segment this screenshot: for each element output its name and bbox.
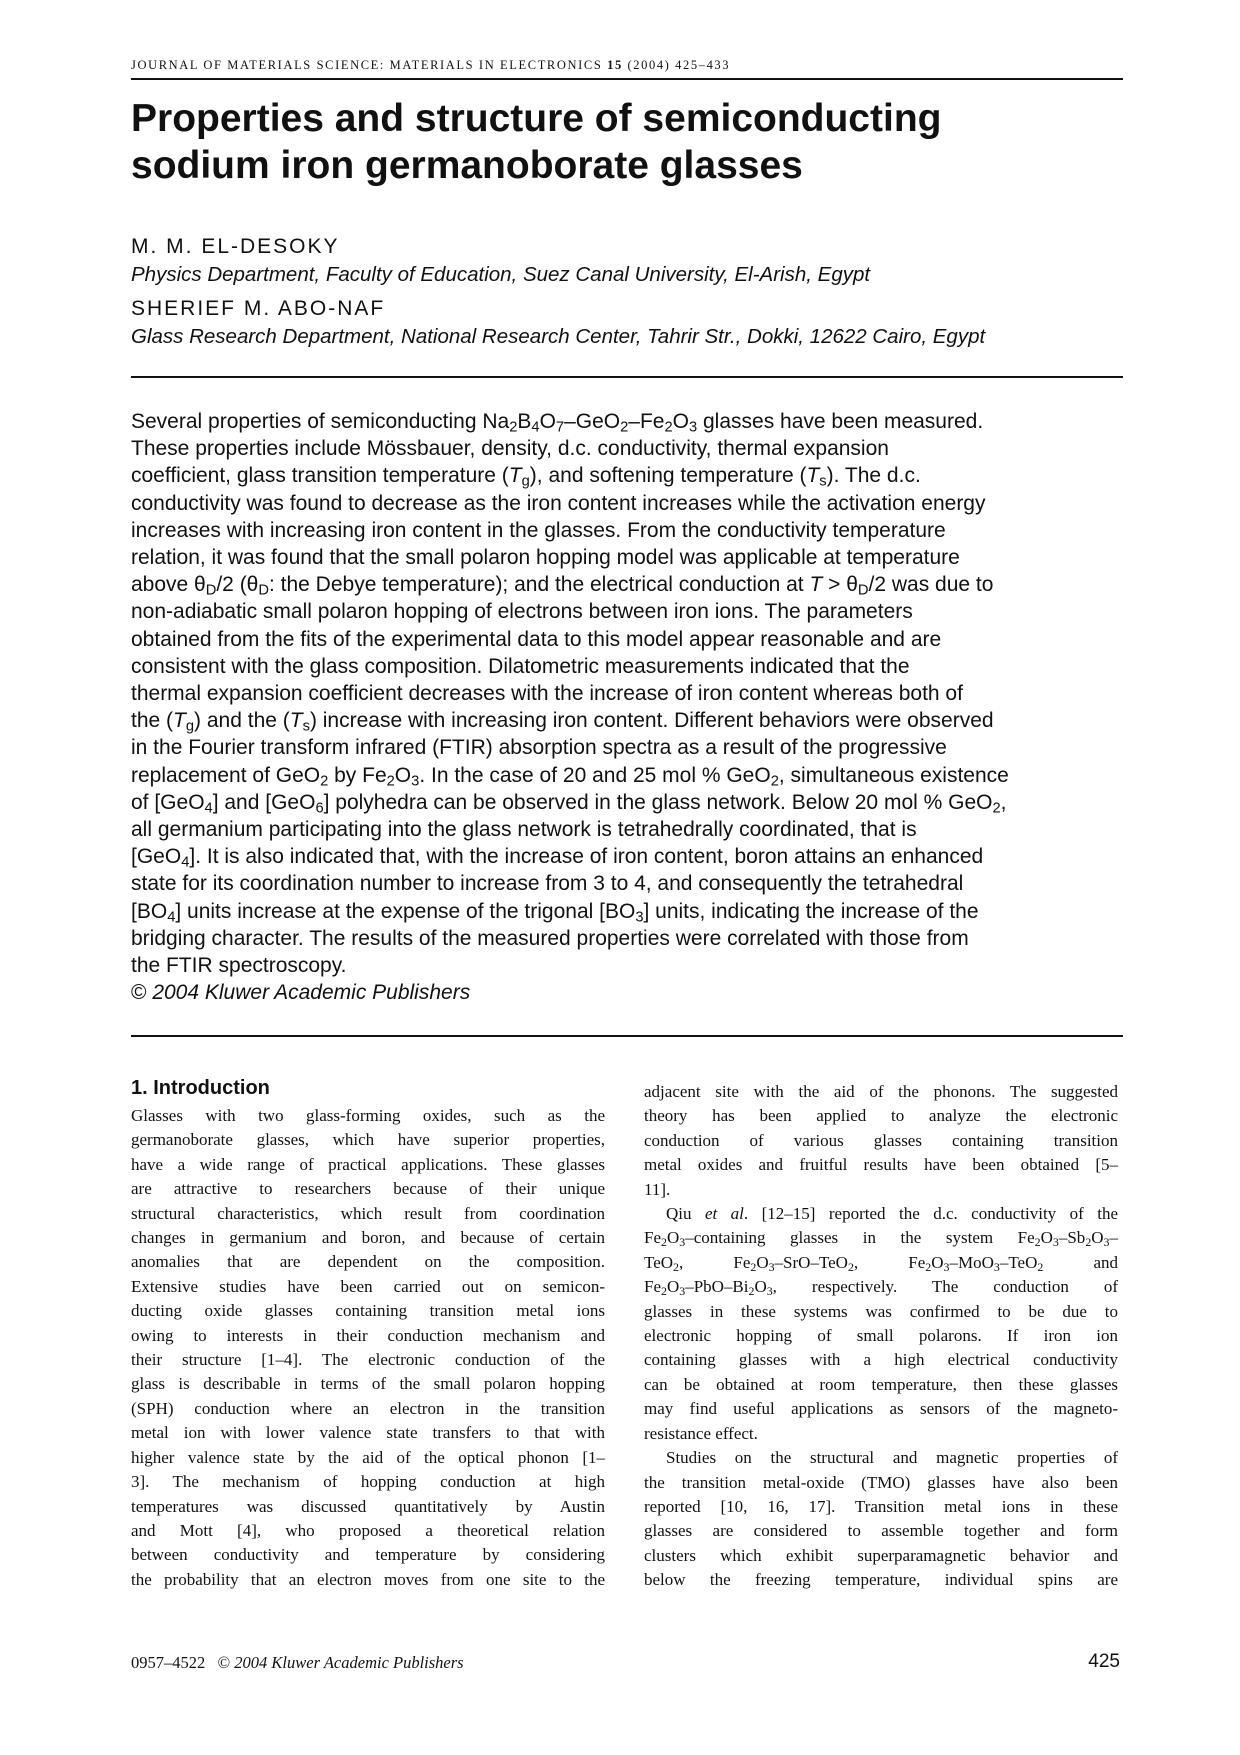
text-line: may find useful applications as sensors of the magneto- — [644, 1399, 1118, 1419]
authors-rule — [131, 376, 1123, 378]
abstract-rule — [131, 1035, 1123, 1037]
text-line: clusters which exhibit superparamagnetic behavior and — [644, 1545, 1118, 1565]
text-line: can be obtained at room temperature, then these glasses — [644, 1374, 1118, 1394]
right-column — [644, 1080, 1118, 1593]
text-line: 11]. — [644, 1179, 671, 1199]
text-line: owing to interests in their conduction mechanism and — [131, 1325, 605, 1345]
text-line: resistance effect. — [644, 1423, 758, 1443]
title-line-2: sodium iron germanoborate glasses — [131, 144, 803, 187]
abstract-line: [GeO$_4$]. It is also indicated that, with the increase of iron content, boron attains an enhanced — [131, 845, 984, 871]
text-line: (SPH) conduction where an electron in the transition — [131, 1398, 605, 1418]
text-line: Glasses with two glass-forming oxides, such as the — [131, 1106, 605, 1125]
author-2-affiliation: Glass Research Department, National Research Center, Tahrir Str., Dokki, 12622 Cairo, Egypt — [131, 325, 986, 348]
text-line: the transition metal-oxide (TMO) glasses have also been — [644, 1472, 1118, 1492]
text-line: below the freezing temperature, individual spins are — [644, 1570, 1118, 1590]
abstract-line: in the Fourier transform infrared (FTIR) absorption spectra as a result of the progressive — [131, 736, 947, 760]
abstract-line: obtained from the fits of the experimental data to this model appear reasonable and are — [131, 627, 942, 651]
journal-header-prefix: JOURNAL OF MATERIALS SCIENCE: MATERIALS IN ELECTRONICS — [131, 58, 608, 72]
text-line: their structure [1–4]. The electronic conduction of the — [131, 1350, 605, 1370]
journal-header-suffix: (2004) 425–433 — [622, 58, 731, 72]
text-line: the probability that an electron moves from one site to the — [131, 1569, 605, 1589]
abstract — [131, 408, 1125, 1006]
footer-issn: 0957–4522 © 2004 Kluwer Academic Publishers — [131, 1653, 464, 1672]
abstract-line: of [GeO$_4$] and [GeO$_6$] polyhedra can be observed in the glass network. Below 20 mol % GeO$_2$, — [131, 790, 1007, 817]
abstract-line: the FTIR spectroscopy. — [131, 954, 347, 978]
abstract-line: $[BO_4]$ units increase at the expense of the trigonal $[BO_3]$ units, indicating the increase of the — [131, 899, 979, 926]
abstract-line: above $\theta_D/2$ ($\theta_D$: the Debye temperature); and the electrical conduction at $T > \theta_D/2$ was due to — [131, 573, 994, 599]
text-line: Extensive studies have been carried out on semicon- — [131, 1276, 605, 1296]
text-line: Studies on the structural and magnetic properties of — [666, 1448, 1118, 1468]
text-line: conduction of various glasses containing transition — [644, 1130, 1118, 1150]
author-2-name: SHERIEF M. ABO-NAF — [131, 297, 386, 320]
text-line: higher valence state by the aid of the optical phonon [1– — [131, 1447, 605, 1467]
right-paragraph-3 — [644, 1446, 1118, 1592]
text-line: Qiu et al. [12–15] reported the d.c. conductivity of the — [666, 1204, 1119, 1224]
section-heading: 1. Introduction — [131, 1077, 270, 1099]
text-line: reported [10, 16, 17]. Transition metal ions in these — [644, 1496, 1118, 1516]
text-line: have a wide range of practical applications. These glasses — [131, 1154, 605, 1174]
abstract-copyright: © 2004 Kluwer Academic Publishers — [131, 981, 471, 1005]
text-line: electronic hopping of small polarons. If iron ion — [644, 1326, 1118, 1346]
abstract-line: increases with increasing iron content in the glasses. From the conductivity temperature — [131, 518, 946, 542]
text-line: and Mott [4], who proposed a theoretical relation — [131, 1520, 605, 1540]
text-line: $Fe_2O_3$–containing glasses in the system $Fe_2O_3-Sb_2O_3-$ — [644, 1228, 1118, 1250]
text-line: ducting oxide glasses containing transition metal ions — [131, 1301, 605, 1321]
abstract-line: bridging character. The results of the measured properties were correlated with those from — [131, 926, 969, 950]
text-line: between conductivity and temperature by considering — [131, 1545, 605, 1565]
text-line: $Fe_2O_3-PbO-Bi_2O_3$, respectively. The conduction of — [644, 1277, 1118, 1299]
author-1-name: M. M. EL-DESOKY — [131, 235, 340, 258]
text-line: adjacent site with the aid of the phonons. The suggested — [644, 1082, 1118, 1101]
text-line: changes in germanium and boron, and because of certain — [131, 1228, 605, 1248]
abstract-line: relation, it was found that the small polaron hopping model was applicable at temperature — [131, 546, 960, 570]
abstract-line: These properties include Mössbauer, density, d.c. conductivity, thermal expansion — [131, 437, 889, 461]
author-1-affiliation: Physics Department, Faculty of Education, Suez Canal University, El-Arish, Egypt — [131, 263, 871, 286]
text-line: glasses in these systems was confirmed to be due to — [644, 1301, 1118, 1321]
journal-header — [131, 58, 1121, 73]
abstract-line: Several properties of semiconducting $Na_2B_4O_7-GeO_2-Fe_2O_3$ glasses have been measured. — [131, 410, 984, 436]
right-paragraph-2 — [644, 1202, 1118, 1446]
copyright-icon: © — [131, 981, 147, 1005]
paper-title — [131, 95, 1121, 189]
abstract-line: consistent with the glass composition. Dilatometric measurements indicated that the — [131, 654, 910, 678]
text-line: containing glasses with a high electrical conductivity — [644, 1350, 1118, 1370]
text-line: glass is describable in terms of the small polaron hopping — [131, 1374, 605, 1394]
text-line: are attractive to researchers because of their unique — [131, 1179, 605, 1199]
text-line: glasses are considered to assemble together and form — [644, 1521, 1118, 1541]
abstract-line: conductivity was found to decrease as the iron content increases while the activation energy — [131, 491, 986, 515]
text-line: metal ion with lower valence state transfers to that with — [131, 1423, 605, 1443]
text-line: metal oxides and fruitful results have been obtained [5– — [644, 1155, 1118, 1175]
page-number: 425 — [1088, 1651, 1120, 1672]
text-line: theory has been applied to analyze the electronic — [644, 1106, 1118, 1126]
text-line: 3]. The mechanism of hopping conduction at high — [131, 1472, 605, 1492]
abstract-line: state for its coordination number to increase from 3 to 4, and consequently the tetrahedral — [131, 872, 964, 896]
abstract-line: non-adiabatic small polaron hopping of electrons between iron ions. The parameters — [131, 600, 913, 624]
left-column — [131, 1104, 605, 1592]
abstract-line: thermal expansion coefficient decreases with the increase of iron content whereas both of — [131, 682, 963, 706]
abstract-line: replacement of GeO$_2$ by $Fe_2O_3$. In the case of 20 and 25 mol % GeO$_2$, simultaneous existence — [131, 763, 1009, 790]
text-line: structural characteristics, which result from coordination — [131, 1203, 605, 1223]
text-line: anomalies that are dependent on the composition. — [131, 1252, 605, 1272]
abstract-line: the $(T_g)$ and the $(T_s)$ increase with increasing iron content. Different behaviors were observed — [131, 709, 994, 735]
text-line: TeO$_2$, $Fe_2O_3-SrO-TeO_2$, $Fe_2O_3-MoO_3-TeO_2$ and — [644, 1252, 1118, 1274]
journal-volume: 15 — [607, 58, 623, 72]
title-line-1: Properties and structure of semiconducting — [131, 97, 942, 140]
text-line: germanoborate glasses, which have superior properties, — [131, 1130, 605, 1150]
abstract-line: coefficient, glass transition temperature $(T_g)$, and softening temperature $(T_s)$. The d.c. — [131, 464, 921, 491]
right-paragraph-1 — [644, 1080, 1118, 1202]
abstract-line: all germanium participating into the glass network is tetrahedrally coordinated, that is — [131, 818, 917, 842]
header-rule — [131, 78, 1123, 80]
copyright-icon: © — [217, 1653, 231, 1672]
text-line: temperatures was discussed quantitatively by Austin — [131, 1496, 605, 1516]
